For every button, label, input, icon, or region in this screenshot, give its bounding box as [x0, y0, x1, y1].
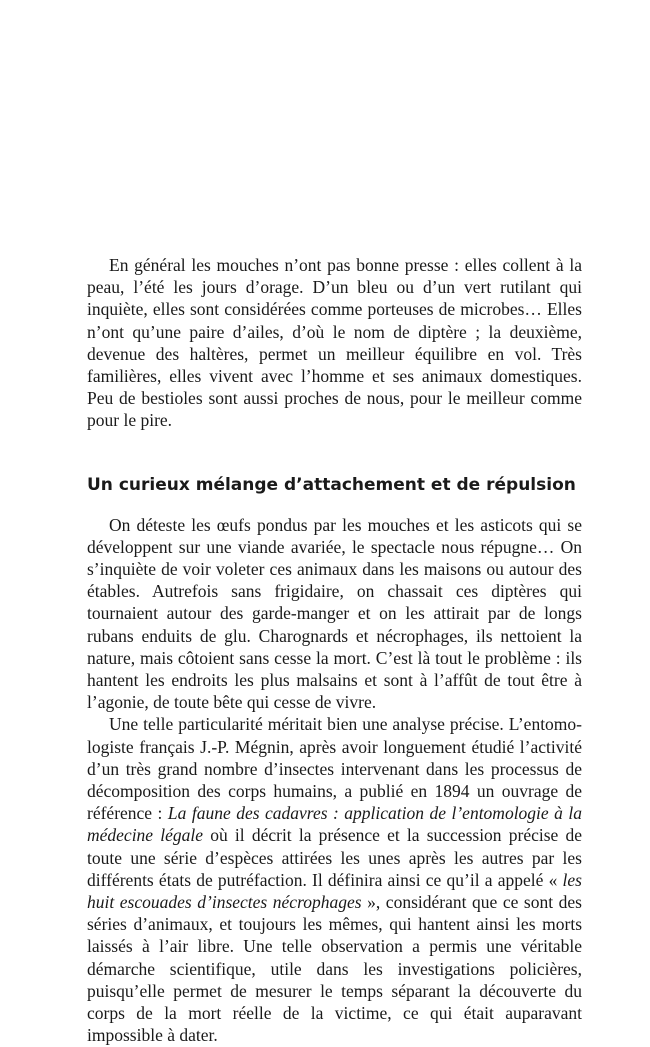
- section-heading: Un curieux mélange d’attachement et de répulsion: [87, 474, 576, 495]
- paragraph-2-text-3: », considérant que ce sont des séries d’animaux, et toujours les mêmes, qui hantent ainsi les morts laissés à l’air libre. Une telle observation a permis une véritable démarche scientifique, utile dans les investigations policières, puisqu’elle permet de mesurer le temps séparant la découverte du corps de la mort réelle de la victime, ce qui était auparavant impossible à dater.: [87, 892, 582, 1046]
- quoted-term: les huit escouades d’insectes nécrophages: [87, 869, 582, 913]
- paragraph-2-text-1: Une telle particularité méritait bien une analyse précise. L’entomologiste français J.-P. Mégnin, après avoir longuement étudié l’activité d’un très grand nombre d’insectes intervenant dans les processus de décomposition des corps humains, a publié en 1894 un ouvrage de référence :: [87, 714, 582, 824]
- intro-paragraph: En général les mouches n’ont pas bonne presse : elles collent à la peau, l’été les jours d’orage. D’un bleu ou d’un vert rutilant qui inquiète, elles sont considérées comme porteuses de microbes… Elles n’ont qu’une paire d’ailes, d’où le nom de diptère ; la deuxième, devenue des haltères, permet un meilleur équilibre en vol. Très familières, elles vivent avec l’homme et ses animaux domestiques. Peu de bestioles sont aussi proches de nous, pour le meilleur comme pour le pire.: [87, 255, 582, 431]
- book-title: La faune des cadavres : application de l’entomologie à la médecine légale: [87, 803, 582, 846]
- text-column: [87, 254, 582, 1047]
- section-paragraph-2: [87, 713, 582, 1046]
- paragraph-2-text-2: où il décrit la présence et la succession précise de toute une série d’espèces attirées les unes après les autres par les différents états de putréfaction. Il définira ainsi ce qu’il a appelé «: [87, 825, 583, 890]
- section-paragraph-1: On déteste les œufs pondus par les mouches et les asticots qui se développent sur une viande avariée, le spectacle nous répugne… On s’inquiète de voir voleter ces animaux dans les maisons ou autour des étables. Autrefois sans frigidaire, on chassait ces diptères qui tournaient autour des garde-manger et on les attirait par de longs rubans enduits de glu. Charognards et nécrophages, ils nettoient la nature, mais côtoient sans cesse la mort. C’est là tout le problème : ils hantent les endroits les plus malsains et sont à l’affût de tout être à l’agonie, de toute bête qui cesse de vivre.: [87, 514, 582, 713]
